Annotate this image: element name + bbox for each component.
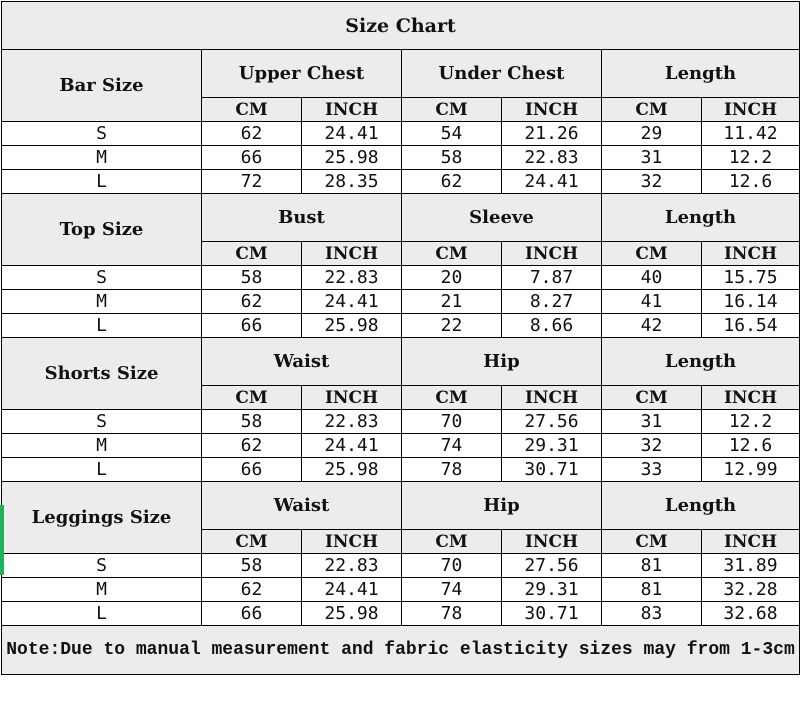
unit-cm-header: CM	[202, 242, 302, 266]
leggings-size-label: Leggings Size	[2, 482, 202, 554]
size-cell: M	[2, 578, 202, 602]
top-size-label: Top Size	[2, 194, 202, 266]
measurement-note: Note:Due to manual measurement and fabric elasticity sizes may from 1-3cm	[2, 626, 800, 675]
unit-inch-header: INCH	[302, 530, 402, 554]
unit-cm-header: CM	[602, 386, 702, 410]
shorts-size-label: Shorts Size	[2, 338, 202, 410]
bar-size-group-header-row	[2, 50, 800, 98]
shorts-size-group-hip: Hip	[402, 338, 602, 386]
cm-value-cell: 21	[402, 290, 502, 314]
unit-cm-header: CM	[202, 98, 302, 122]
cm-value-cell: 72	[202, 170, 302, 194]
size-cell: S	[2, 554, 202, 578]
cm-value-cell: 22	[402, 314, 502, 338]
cm-value-cell: 81	[602, 554, 702, 578]
table-row	[2, 290, 800, 314]
cm-value-cell: 62	[202, 578, 302, 602]
cm-value-cell: 20	[402, 266, 502, 290]
table-row	[2, 602, 800, 626]
inch-value-cell: 27.56	[502, 554, 602, 578]
inch-value-cell: 30.71	[502, 602, 602, 626]
top-size-group-header-row	[2, 194, 800, 242]
unit-inch-header: INCH	[302, 98, 402, 122]
cm-value-cell: 83	[602, 602, 702, 626]
unit-cm-header: CM	[402, 386, 502, 410]
bar-size-group-length: Length	[602, 50, 800, 98]
inch-value-cell: 27.56	[502, 410, 602, 434]
cm-value-cell: 66	[202, 602, 302, 626]
inch-value-cell: 24.41	[302, 434, 402, 458]
unit-inch-header: INCH	[502, 530, 602, 554]
unit-inch-header: INCH	[702, 386, 800, 410]
unit-cm-header: CM	[602, 98, 702, 122]
cm-value-cell: 33	[602, 458, 702, 482]
size-cell: S	[2, 410, 202, 434]
size-cell: M	[2, 434, 202, 458]
top-size-group-bust: Bust	[202, 194, 402, 242]
table-row	[2, 122, 800, 146]
table-row	[2, 410, 800, 434]
cm-value-cell: 66	[202, 314, 302, 338]
inch-value-cell: 15.75	[702, 266, 800, 290]
inch-value-cell: 7.87	[502, 266, 602, 290]
table-row	[2, 266, 800, 290]
cm-value-cell: 31	[602, 146, 702, 170]
unit-cm-header: CM	[402, 530, 502, 554]
unit-inch-header: INCH	[702, 530, 800, 554]
leggings-size-group-waist: Waist	[202, 482, 402, 530]
inch-value-cell: 21.26	[502, 122, 602, 146]
unit-inch-header: INCH	[502, 242, 602, 266]
size-cell: L	[2, 170, 202, 194]
inch-value-cell: 12.2	[702, 146, 800, 170]
table-row	[2, 314, 800, 338]
inch-value-cell: 12.99	[702, 458, 800, 482]
inch-value-cell: 30.71	[502, 458, 602, 482]
inch-value-cell: 28.35	[302, 170, 402, 194]
inch-value-cell: 29.31	[502, 578, 602, 602]
cm-value-cell: 62	[202, 434, 302, 458]
size-cell: M	[2, 290, 202, 314]
inch-value-cell: 24.41	[502, 170, 602, 194]
inch-value-cell: 12.6	[702, 170, 800, 194]
cm-value-cell: 78	[402, 602, 502, 626]
table-row	[2, 146, 800, 170]
cm-value-cell: 66	[202, 146, 302, 170]
cm-value-cell: 62	[402, 170, 502, 194]
unit-inch-header: INCH	[502, 98, 602, 122]
cm-value-cell: 41	[602, 290, 702, 314]
inch-value-cell: 31.89	[702, 554, 800, 578]
unit-cm-header: CM	[602, 530, 702, 554]
chart-title: Size Chart	[2, 2, 800, 50]
unit-inch-header: INCH	[702, 98, 800, 122]
cm-value-cell: 40	[602, 266, 702, 290]
cm-value-cell: 62	[202, 290, 302, 314]
cm-value-cell: 62	[202, 122, 302, 146]
unit-cm-header: CM	[602, 242, 702, 266]
size-cell: L	[2, 602, 202, 626]
cm-value-cell: 42	[602, 314, 702, 338]
cm-value-cell: 58	[202, 266, 302, 290]
inch-value-cell: 24.41	[302, 290, 402, 314]
inch-value-cell: 11.42	[702, 122, 800, 146]
unit-cm-header: CM	[402, 98, 502, 122]
cm-value-cell: 78	[402, 458, 502, 482]
inch-value-cell: 22.83	[302, 266, 402, 290]
inch-value-cell: 22.83	[502, 146, 602, 170]
note-row	[2, 626, 800, 675]
inch-value-cell: 16.54	[702, 314, 800, 338]
cm-value-cell: 81	[602, 578, 702, 602]
inch-value-cell: 22.83	[302, 554, 402, 578]
cm-value-cell: 74	[402, 434, 502, 458]
inch-value-cell: 16.14	[702, 290, 800, 314]
cm-value-cell: 29	[602, 122, 702, 146]
size-cell: S	[2, 122, 202, 146]
inch-value-cell: 29.31	[502, 434, 602, 458]
cm-value-cell: 70	[402, 410, 502, 434]
leggings-size-group-header-row	[2, 482, 800, 530]
table-row	[2, 458, 800, 482]
inch-value-cell: 25.98	[302, 146, 402, 170]
unit-inch-header: INCH	[702, 242, 800, 266]
size-chart-sheet	[1, 1, 799, 675]
bar-size-group-under-chest: Under Chest	[402, 50, 602, 98]
bar-size-group-upper-chest: Upper Chest	[202, 50, 402, 98]
cm-value-cell: 32	[602, 434, 702, 458]
size-cell: L	[2, 314, 202, 338]
cm-value-cell: 31	[602, 410, 702, 434]
table-row	[2, 434, 800, 458]
table-row	[2, 578, 800, 602]
inch-value-cell: 25.98	[302, 458, 402, 482]
cm-value-cell: 74	[402, 578, 502, 602]
size-cell: S	[2, 266, 202, 290]
table-row	[2, 554, 800, 578]
cm-value-cell: 66	[202, 458, 302, 482]
leggings-size-group-hip: Hip	[402, 482, 602, 530]
unit-cm-header: CM	[202, 530, 302, 554]
unit-cm-header: CM	[202, 386, 302, 410]
unit-inch-header: INCH	[302, 242, 402, 266]
size-cell: M	[2, 146, 202, 170]
leggings-size-group-length: Length	[602, 482, 800, 530]
unit-inch-header: INCH	[502, 386, 602, 410]
shorts-size-group-header-row	[2, 338, 800, 386]
bar-size-label: Bar Size	[2, 50, 202, 122]
inch-value-cell: 12.6	[702, 434, 800, 458]
cm-value-cell: 58	[202, 554, 302, 578]
inch-value-cell: 12.2	[702, 410, 800, 434]
inch-value-cell: 32.68	[702, 602, 800, 626]
unit-cm-header: CM	[402, 242, 502, 266]
unit-inch-header: INCH	[302, 386, 402, 410]
inch-value-cell: 32.28	[702, 578, 800, 602]
cm-value-cell: 54	[402, 122, 502, 146]
size-cell: L	[2, 458, 202, 482]
top-size-group-length: Length	[602, 194, 800, 242]
cm-value-cell: 70	[402, 554, 502, 578]
table-row	[2, 170, 800, 194]
inch-value-cell: 8.66	[502, 314, 602, 338]
top-size-group-sleeve: Sleeve	[402, 194, 602, 242]
inch-value-cell: 24.41	[302, 578, 402, 602]
cm-value-cell: 58	[202, 410, 302, 434]
size-chart-body	[2, 2, 800, 675]
inch-value-cell: 24.41	[302, 122, 402, 146]
cm-value-cell: 32	[602, 170, 702, 194]
inch-value-cell: 8.27	[502, 290, 602, 314]
inch-value-cell: 25.98	[302, 602, 402, 626]
shorts-size-group-waist: Waist	[202, 338, 402, 386]
cm-value-cell: 58	[402, 146, 502, 170]
title-row	[2, 2, 800, 50]
size-chart-table	[1, 1, 800, 675]
edge-marker	[0, 505, 4, 575]
shorts-size-group-length: Length	[602, 338, 800, 386]
inch-value-cell: 22.83	[302, 410, 402, 434]
inch-value-cell: 25.98	[302, 314, 402, 338]
